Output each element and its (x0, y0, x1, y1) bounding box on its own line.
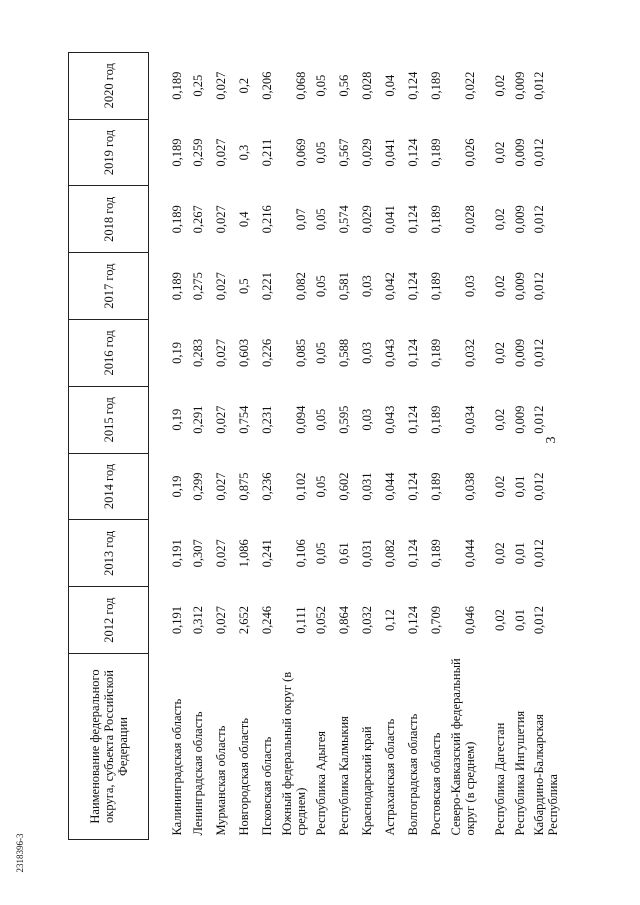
value-cell: 0,05 (314, 542, 328, 565)
value-cell: 0,02 (492, 208, 507, 231)
value-cell: 0,221 (260, 272, 274, 301)
value-cell: 0,041 (383, 205, 397, 234)
value-cell: 0,267 (191, 205, 205, 234)
value-cell: 0,094 (293, 405, 308, 434)
value-cell: 0,02 (492, 408, 507, 431)
value-cell: 0,02 (492, 542, 507, 565)
value-cell: 0,3 (237, 144, 251, 161)
value-cell: 0,05 (314, 341, 328, 364)
value-cell: 0,236 (260, 472, 274, 501)
value-cell: 0,027 (214, 71, 228, 100)
region-name: Южный федеральный округ (в среднем) (280, 671, 308, 836)
value-cell: 0,03 (462, 275, 477, 298)
value-cell: 0,189 (429, 71, 443, 100)
value-cell: 0,009 (513, 138, 527, 167)
value-cell: 2,652 (237, 606, 251, 635)
value-cell: 0,754 (237, 405, 251, 434)
value-cell: 0,259 (191, 138, 205, 167)
header-year: 2019 год (69, 119, 149, 186)
value-cell: 0,026 (462, 138, 477, 167)
value-cell: 0,211 (260, 138, 274, 167)
value-cell: 0,864 (337, 606, 351, 635)
value-cell: 0,01 (513, 475, 527, 498)
value-cell: 0,19 (169, 475, 184, 498)
value-cell: 0,189 (169, 205, 184, 234)
header-year: 2020 год (69, 52, 149, 119)
value-cell: 0,588 (337, 338, 351, 367)
table-row (402, 52, 425, 839)
value-cell: 0,567 (337, 138, 351, 167)
region-name: Псковская область (260, 736, 274, 836)
value-cell: 0,038 (462, 472, 477, 501)
value-cell: 1,086 (237, 539, 251, 568)
value-cell: 0,05 (314, 74, 328, 97)
value-cell: 0,027 (214, 606, 228, 635)
rotated-table (68, 52, 560, 840)
value-cell: 0,042 (383, 272, 397, 301)
value-cell: 0,07 (293, 208, 308, 231)
value-cell: 0,02 (492, 475, 507, 498)
value-cell: 0,189 (429, 272, 443, 301)
value-cell: 0,012 (531, 205, 546, 234)
value-cell: 0,027 (214, 205, 228, 234)
value-cell: 0,028 (360, 71, 374, 100)
value-cell: 0,05 (314, 475, 328, 498)
table-row (187, 52, 210, 839)
value-cell: 0,02 (492, 609, 507, 632)
value-cell: 0,031 (360, 472, 374, 501)
value-cell: 0,216 (260, 205, 274, 234)
region-name: Астраханская область (383, 718, 397, 836)
header-year: 2018 год (69, 186, 149, 253)
value-cell: 0,602 (337, 472, 351, 501)
value-cell: 0,124 (406, 472, 420, 501)
value-cell: 0,009 (513, 71, 527, 100)
value-cell: 0,03 (360, 341, 374, 364)
value-cell: 0,01 (513, 542, 527, 565)
value-cell: 0,124 (406, 71, 420, 100)
value-cell: 0,124 (406, 138, 420, 167)
table-row (379, 52, 402, 839)
value-cell: 0,082 (293, 272, 308, 301)
value-cell: 0,189 (429, 405, 443, 434)
document-code: 2318396-3 (15, 833, 25, 873)
value-cell: 0,574 (337, 205, 351, 234)
value-cell: 0,032 (360, 606, 374, 635)
table-row (233, 52, 256, 839)
value-cell: 0,189 (429, 205, 443, 234)
value-cell: 0,124 (406, 539, 420, 568)
table-row (479, 52, 509, 839)
table-row (333, 52, 356, 839)
value-cell: 0,012 (531, 338, 546, 367)
value-cell: 0,012 (531, 138, 546, 167)
value-cell: 0,246 (260, 606, 274, 635)
data-table (68, 52, 563, 840)
value-cell: 0,4 (237, 211, 251, 228)
table-row (256, 52, 279, 839)
value-cell: 0,189 (169, 138, 184, 167)
value-cell: 0,085 (293, 338, 308, 367)
value-cell: 0,56 (337, 74, 351, 97)
value-cell: 0,043 (383, 405, 397, 434)
value-cell: 0,009 (513, 205, 527, 234)
value-cell: 0,029 (360, 138, 374, 167)
table-body (149, 52, 563, 839)
value-cell: 0,027 (214, 272, 228, 301)
region-name: Волгоградская область (406, 713, 420, 836)
region-name: Республика Дагестан (492, 722, 507, 836)
value-cell: 0,191 (169, 539, 184, 568)
value-cell: 0,124 (406, 405, 420, 434)
value-cell: 0,046 (462, 606, 477, 635)
value-cell: 0,02 (492, 275, 507, 298)
value-cell: 0,875 (237, 472, 251, 501)
value-cell: 0,61 (337, 542, 351, 565)
table-row (448, 52, 479, 839)
table-row (425, 52, 448, 839)
value-cell: 0,189 (429, 138, 443, 167)
table-row (356, 52, 379, 839)
region-name: Мурманская область (214, 725, 228, 836)
value-cell: 0,124 (406, 205, 420, 234)
table-row (532, 52, 563, 839)
value-cell: 0,189 (169, 71, 184, 100)
value-cell: 0,111 (293, 606, 308, 634)
value-cell: 0,25 (191, 74, 205, 97)
region-name: Новгородская область (237, 718, 251, 836)
value-cell: 0,031 (360, 539, 374, 568)
value-cell: 0,19 (169, 341, 184, 364)
region-name: Ростовская область (429, 732, 443, 836)
value-cell: 0,027 (214, 472, 228, 501)
header-year: 2015 год (69, 386, 149, 453)
region-name: Краснодарский край (360, 726, 374, 836)
value-cell: 0,124 (406, 606, 420, 635)
header-year: 2013 год (69, 520, 149, 587)
value-cell: 0,027 (214, 405, 228, 434)
value-cell: 0,02 (492, 141, 507, 164)
value-cell: 0,581 (337, 272, 351, 301)
value-cell: 0,069 (293, 138, 308, 167)
region-name: Ленинградская область (191, 711, 205, 836)
value-cell: 0,124 (406, 338, 420, 367)
data-table-container (68, 52, 560, 840)
value-cell: 0,022 (462, 71, 477, 100)
value-cell: 0,041 (383, 138, 397, 167)
header-name: Наименование федерального округа, субъекта Российской Федерации (69, 654, 149, 840)
value-cell: 0,226 (260, 338, 274, 367)
value-cell: 0,206 (260, 71, 274, 100)
value-cell: 0,009 (513, 338, 527, 367)
value-cell: 0,029 (360, 205, 374, 234)
value-cell: 0,189 (429, 338, 443, 367)
value-cell: 0,299 (191, 472, 205, 501)
value-cell: 0,027 (214, 539, 228, 568)
value-cell: 0,028 (462, 205, 477, 234)
value-cell: 0,5 (237, 278, 251, 294)
value-cell: 0,027 (214, 138, 228, 167)
value-cell: 0,189 (429, 539, 443, 568)
value-cell: 0,595 (337, 405, 351, 434)
value-cell: 0,012 (531, 405, 546, 434)
value-cell: 0,307 (191, 539, 205, 568)
value-cell: 0,603 (237, 338, 251, 367)
header-row (69, 52, 149, 839)
value-cell: 0,05 (314, 208, 328, 231)
value-cell: 0,02 (492, 341, 507, 364)
value-cell: 0,05 (314, 408, 328, 431)
region-name: Республика Калмыкия (337, 716, 351, 836)
value-cell: 0,082 (383, 539, 397, 568)
value-cell: 0,068 (293, 71, 308, 100)
region-name: Калининградская область (169, 698, 184, 836)
value-cell: 0,009 (513, 272, 527, 301)
value-cell: 0,05 (314, 275, 328, 298)
value-cell: 0,102 (293, 472, 308, 501)
value-cell: 0,709 (429, 606, 443, 635)
value-cell: 0,044 (462, 539, 477, 568)
value-cell: 0,241 (260, 539, 274, 568)
value-cell: 0,012 (531, 272, 546, 301)
value-cell: 0,03 (360, 408, 374, 431)
value-cell: 0,106 (293, 539, 308, 568)
value-cell: 0,191 (169, 606, 184, 635)
value-cell: 0,043 (383, 338, 397, 367)
value-cell: 0,05 (314, 141, 328, 164)
value-cell: 0,275 (191, 272, 205, 301)
table-row (279, 52, 310, 839)
value-cell: 0,012 (531, 539, 546, 568)
value-cell: 0,03 (360, 275, 374, 298)
value-cell: 0,312 (191, 606, 205, 635)
value-cell: 0,012 (531, 71, 546, 100)
value-cell: 0,283 (191, 338, 205, 367)
value-cell: 0,012 (531, 606, 546, 635)
header-year: 2014 год (69, 453, 149, 520)
value-cell: 0,19 (169, 408, 184, 431)
value-cell: 0,027 (214, 338, 228, 367)
table-row (149, 52, 187, 839)
value-cell: 0,032 (462, 338, 477, 367)
value-cell: 0,052 (314, 606, 328, 635)
value-cell: 0,189 (429, 472, 443, 501)
value-cell: 0,231 (260, 405, 274, 434)
value-cell: 0,01 (513, 609, 527, 632)
header-year: 2012 год (69, 587, 149, 654)
value-cell: 0,009 (513, 405, 527, 434)
region-name: Северо-Кавказский федеральный округ (в среднем) (449, 658, 477, 836)
region-name: Республика Адыгея (314, 730, 328, 836)
table-row (210, 52, 233, 839)
value-cell: 0,124 (406, 272, 420, 301)
header-year: 2017 год (69, 253, 149, 320)
value-cell: 0,02 (492, 74, 507, 97)
value-cell: 0,12 (383, 609, 397, 632)
header-year: 2016 год (69, 320, 149, 387)
region-name: Кабардино-Балкарская Республика (531, 714, 560, 836)
table-row (509, 52, 532, 839)
value-cell: 0,04 (383, 74, 397, 97)
value-cell: 0,189 (169, 272, 184, 301)
table-row (310, 52, 333, 839)
value-cell: 0,2 (237, 77, 251, 94)
value-cell: 0,034 (462, 405, 477, 434)
value-cell: 0,291 (191, 405, 205, 434)
region-name: Республика Ингушетия (513, 710, 527, 836)
value-cell: 0,044 (383, 472, 397, 501)
value-cell: 0,012 (531, 472, 546, 501)
page-number: 3 (544, 436, 559, 444)
